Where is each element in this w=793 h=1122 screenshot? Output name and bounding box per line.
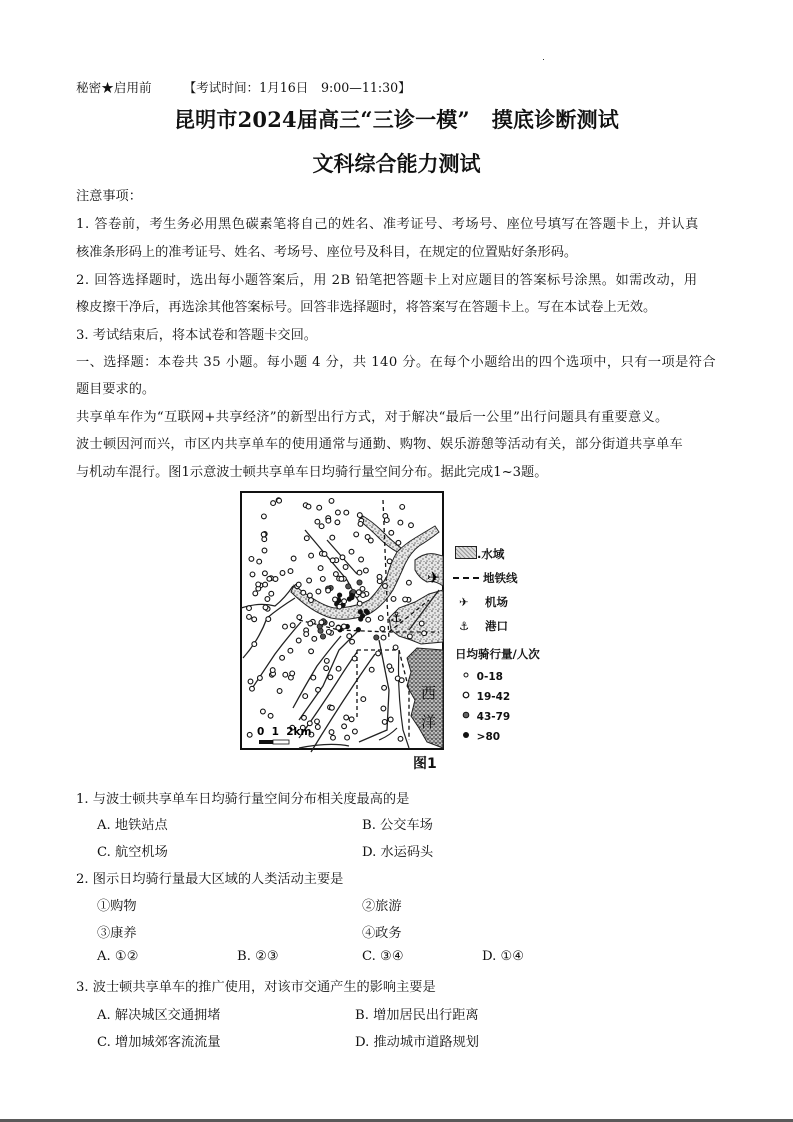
note-2-line-1: 2. 回答选择题时，选出每小题答案后，用 2B 铅笔把答题卡上对应题目的答案标号涂黑。如需改动，用 [76, 273, 698, 288]
question-3-option-d: D. 推动城市道路规划 [355, 1035, 479, 1050]
ride-point-low [329, 499, 334, 504]
ride-point-low [328, 675, 333, 680]
water-swatch-icon [455, 546, 477, 559]
legend-water: .水域 [455, 546, 504, 562]
scan-speck [543, 59, 544, 60]
ride-point-low [283, 672, 288, 677]
ride-point-low [256, 582, 261, 587]
ride-point-low [382, 685, 387, 690]
ride-point-low [261, 532, 266, 537]
black-dot-icon [461, 730, 473, 740]
note-1-line-2: 核准条形码上的准考证号、姓名、考场号、座位号及科目，在规定的位置贴好条形码。 [76, 245, 578, 260]
ride-point-low [297, 615, 302, 620]
ride-point-low [342, 624, 347, 629]
section-instructions-line-1: 一、选择题：本卷共 35 小题。每小题 4 分，共 140 分。在每个小题给出的四个选项中，只有一项是符合 [76, 355, 717, 370]
ride-point-low [329, 622, 334, 627]
ride-point-low [296, 582, 301, 587]
ride-point-low [350, 639, 355, 644]
ride-point-low [378, 616, 383, 621]
scale-bar-white [273, 740, 289, 744]
ride-point-low [349, 549, 354, 554]
ride-point-low [344, 510, 349, 515]
ride-point-low [345, 735, 350, 740]
ride-point-low [326, 518, 331, 523]
ride-point-low [317, 505, 322, 510]
ride-point-low [269, 591, 274, 596]
ride-point-low [248, 679, 253, 684]
ride-point-low [270, 668, 275, 673]
ride-point-low [383, 584, 388, 589]
legend-class-1: 0-18 [461, 670, 503, 683]
ride-point-low [368, 538, 373, 543]
ride-point-low [347, 634, 352, 639]
ride-point-low [360, 587, 365, 592]
ride-point-low [288, 648, 293, 653]
ride-point-low [391, 597, 396, 602]
ride-point-low [342, 724, 347, 729]
ride-point-low [388, 717, 393, 722]
ride-point-low [315, 519, 320, 524]
ride-point-low [307, 721, 312, 726]
ride-point-low [326, 630, 331, 635]
ride-point-low [336, 666, 341, 671]
ride-point-low [369, 667, 374, 672]
ride-point-low [252, 617, 257, 622]
ride-point-low [361, 593, 366, 598]
ride-point-low [339, 577, 344, 582]
ride-point-low [380, 626, 385, 631]
ride-point-low [322, 552, 327, 557]
notes-heading: 注意事项： [76, 189, 142, 204]
ride-point-low [315, 719, 320, 724]
ride-point-low [396, 540, 401, 545]
ride-point-low [308, 621, 313, 626]
ride-point-low [247, 615, 252, 620]
ride-point-low [403, 597, 408, 602]
map-sea-label-2: 洋 [421, 713, 437, 731]
ride-point-low [357, 513, 362, 518]
ride-point-low [290, 671, 295, 676]
ride-point-low [303, 694, 308, 699]
question-2-option-b: B. ②③ [237, 949, 279, 964]
ride-point-low [342, 599, 347, 604]
gray-dot-icon [461, 710, 473, 720]
ride-point-low [357, 601, 362, 606]
exam-header-line [76, 77, 411, 96]
question-2-item-3: ③康养 [97, 926, 137, 941]
question-3-option-b: B. 增加居民出行距离 [355, 1008, 479, 1023]
ride-point-low [262, 548, 267, 553]
question-2-item-2: ②旅游 [362, 899, 402, 914]
ride-point-low [258, 676, 263, 681]
ride-point-low [266, 617, 271, 622]
legend-class-2: 19-42 [461, 690, 510, 703]
ride-point-low [398, 736, 403, 741]
ride-point-low [247, 732, 252, 737]
ride-point-low [333, 597, 338, 602]
ride-point-low [393, 645, 398, 650]
context-line-3: 与机动车混行。图1示意波士顿共享单车日均骑行量空间分布。据此完成1~3题。 [76, 465, 548, 480]
ride-point-low [357, 570, 362, 575]
ride-point-high [356, 627, 361, 632]
small-hollow-circle-icon [461, 670, 473, 680]
ride-point-low [422, 631, 427, 636]
ride-point-low [352, 656, 357, 661]
ride-point-low [263, 582, 268, 587]
ride-point-low [409, 523, 414, 528]
ride-point-low [319, 524, 324, 529]
ride-point-low [247, 606, 252, 611]
scale-bar-label: 0 1 2km [257, 726, 312, 738]
section-instructions-line-2: 题目要求的。 [76, 382, 156, 397]
ride-point-low [312, 636, 317, 641]
context-line-1: 共享单车作为“互联网+共享经济”的新型出行方式，对于解决“最后一公里”出行问题具有重要意义。 [76, 410, 669, 425]
question-2-stem: 2. 图示日均骑行量最大区域的人类活动主要是 [76, 872, 344, 887]
ride-point-low [250, 572, 255, 577]
ride-point-low [265, 597, 270, 602]
question-2-option-c: C. ③④ [362, 949, 404, 964]
ride-point-low [329, 730, 334, 735]
note-3: 3. 考试结束后，将本试卷和答题卡交回。 [76, 328, 317, 343]
ride-point-low [315, 725, 320, 730]
ride-point-low [419, 621, 424, 626]
ride-point-low [354, 532, 359, 537]
ride-point-low [267, 576, 272, 581]
ride-point-high [360, 613, 365, 618]
ride-point-low [361, 697, 366, 702]
ride-point-low [311, 675, 316, 680]
context-line-2: 波士顿因河而兴，市区内共享单车的使用通常与通勤、购物、娱乐游憩等活动有关，部分街道共享单车 [76, 437, 683, 452]
ride-point-low [400, 505, 405, 510]
subway-dash-icon [453, 577, 479, 579]
ride-point-low [316, 687, 321, 692]
hollow-circle-icon [461, 690, 473, 700]
ride-point-low [366, 617, 371, 622]
ride-point-low [330, 705, 335, 710]
anchor-icon: ⚓ [459, 619, 470, 633]
ride-point-low [330, 558, 335, 563]
ride-point-low [387, 559, 392, 564]
airplane-icon: ✈ [459, 595, 469, 609]
ride-point-low [318, 566, 323, 571]
page-title [0, 104, 793, 134]
ride-point-high [349, 595, 354, 600]
ride-point-low [268, 713, 273, 718]
map-sea-label-1: 西 [421, 684, 437, 702]
note-2-line-2: 橡皮擦干净后，再选涂其他答案标号。回答非选择题时，将答案写在答题卡上。写在本试卷上无效。 [76, 300, 657, 315]
question-1-option-d: D. 水运码头 [362, 845, 434, 860]
ride-point-low [381, 635, 386, 640]
legend-heading: 日均骑行量/人次 [455, 647, 540, 661]
ride-point-mid [374, 635, 379, 640]
ride-point-low [389, 530, 394, 535]
ride-point-low [263, 571, 268, 576]
ride-point-low [252, 642, 257, 647]
question-2-item-1: ①购物 [97, 899, 137, 914]
confidential-label: 秘密★启用前 [76, 80, 152, 95]
ride-point-low [334, 572, 339, 577]
ride-point-low [336, 625, 341, 630]
ride-point-mid [346, 584, 351, 589]
ride-point-low [336, 510, 341, 515]
ride-point-low [273, 577, 278, 582]
ride-point-low [253, 591, 258, 596]
ride-point-low [288, 569, 293, 574]
ride-point-low [271, 501, 276, 506]
ride-point-low [263, 605, 268, 610]
ride-point-low [399, 678, 404, 683]
ride-point-low [249, 557, 254, 562]
page-subtitle: 文科综合能力测试 [312, 151, 481, 176]
map-port-icon: ⚓ [390, 610, 403, 626]
note-1-line-1: 1. 答卷前，考生务必用黑色碳素笔将自己的姓名、准考证号、考场号、座位号填写在答题卡上，并认真 [76, 217, 699, 232]
ride-point-low [309, 598, 314, 603]
question-3-stem: 3. 波士顿共享单车的推广使用，对该市交通产生的影响主要是 [76, 980, 436, 995]
legend-subway: 地铁线 [453, 570, 518, 586]
ride-point-low [290, 623, 295, 628]
ride-point-low [250, 686, 255, 691]
ride-point-low [296, 638, 301, 643]
ride-point-low [280, 655, 285, 660]
ride-point-low [324, 659, 329, 664]
ride-point-low [344, 715, 349, 720]
ride-point-low [377, 574, 382, 579]
ride-point-low [343, 565, 348, 570]
ride-point-low [280, 571, 285, 576]
ride-point-low [262, 514, 267, 519]
ride-point-low [358, 522, 363, 527]
question-2-option-d: D. ①④ [482, 949, 525, 964]
legend-class-4: >80 [461, 730, 500, 743]
ride-point-low [257, 559, 262, 564]
figure-caption: 图1 [413, 756, 437, 772]
ride-point-low [324, 666, 329, 671]
question-2-option-a: A. ①② [97, 949, 139, 964]
ride-point-low [277, 689, 282, 694]
ride-point-low [319, 620, 324, 625]
ride-point-low [349, 717, 354, 722]
ride-point-low [330, 535, 335, 540]
ride-point-low [381, 706, 386, 711]
ride-point-high [364, 609, 369, 614]
ride-point-low [307, 578, 312, 583]
title-main: 昆明市2024届高三“三诊一模” [173, 107, 470, 132]
question-1-option-a: A. 地铁站点 [97, 818, 168, 833]
question-1-option-c: C. 航空机场 [97, 845, 168, 860]
ride-point-low [304, 632, 309, 637]
ride-point-low [316, 589, 321, 594]
ride-point-low [302, 715, 307, 720]
ride-point-low [304, 536, 309, 541]
legend-airport: ✈ 机场 [459, 595, 509, 609]
ride-point-low [398, 520, 403, 525]
ride-point-low [408, 634, 413, 639]
ride-point-mid [320, 634, 325, 639]
ride-point-low [309, 649, 314, 654]
question-2-item-4: ④政务 [362, 926, 402, 941]
ride-point-low [364, 568, 369, 573]
question-3-option-a: A. 解决城区交通拥堵 [97, 1008, 221, 1023]
ride-point-low [262, 537, 267, 542]
ride-point-low [277, 498, 282, 503]
ride-point-low [291, 556, 296, 561]
exam-time: 【考试时间：1月16日 9:00—11:30】 [183, 80, 411, 95]
ride-point-low [283, 624, 288, 629]
ride-point-low [340, 555, 345, 560]
ride-point-low [309, 553, 314, 558]
ride-point-low [382, 720, 387, 725]
scale-bar-black [259, 740, 273, 744]
ride-point-low [331, 735, 336, 740]
ride-point-low [359, 557, 364, 562]
ride-point-low [337, 604, 342, 609]
ride-point-low [301, 590, 306, 595]
question-1-stem: 1. 与波士顿共享单车日均骑行量空间分布相关度最高的是 [76, 792, 410, 807]
ride-point-low [376, 651, 381, 656]
ride-point-low [407, 580, 412, 585]
ride-point-mid [357, 580, 362, 585]
ride-point-low [306, 504, 311, 509]
ride-point-high [337, 593, 342, 598]
legend-class-3: 43-79 [461, 710, 510, 723]
ride-point-low [320, 577, 325, 582]
ride-point-low [326, 588, 331, 593]
title-suffix: 摸底诊断测试 [491, 107, 619, 132]
ride-point-low [308, 593, 313, 598]
ride-point-low [384, 518, 389, 523]
map-airport-icon: ✈ [427, 568, 441, 587]
question-1-option-b: B. 公交车场 [362, 818, 433, 833]
legend-port: ⚓ 港口 [459, 619, 509, 633]
ride-point-low [387, 664, 392, 669]
ride-point-low [353, 729, 358, 734]
question-3-option-c: C. 增加城郊客流流量 [97, 1035, 221, 1050]
ride-point-low [261, 709, 266, 714]
ride-point-low [335, 520, 340, 525]
